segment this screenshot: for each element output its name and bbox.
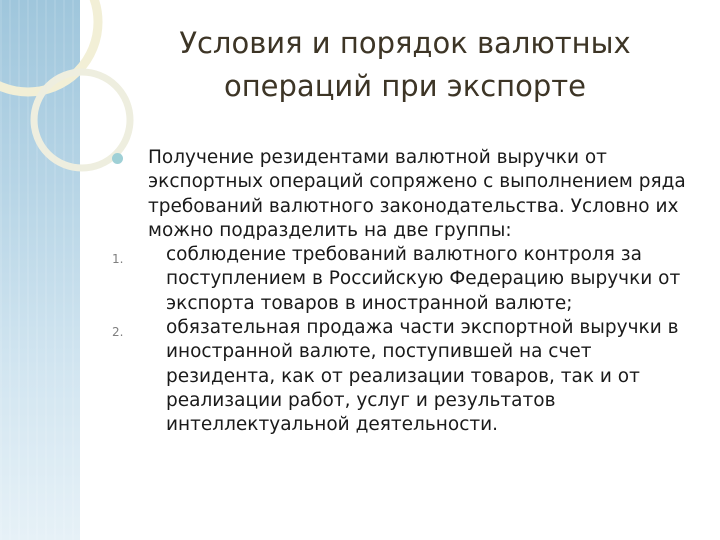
slide-content	[112, 146, 702, 438]
large-ring-icon	[0, 0, 98, 92]
title-line-2: операций при экспорте	[223, 69, 587, 103]
item-text: соблюдение требований валютного контроля за поступлением в Российскую Федерацию выручки от экспорта товаров в иностранной валюте;	[166, 244, 681, 314]
bullet-dot-icon	[112, 153, 123, 164]
bullet-item	[112, 146, 702, 243]
numbered-item-1	[112, 243, 702, 316]
slide-title	[120, 22, 690, 108]
item-text: обязательная продажа части экспортной выручки в иностранной валюте, поступившей на счет резидента, как от реализации товаров, так и от реализации работ, услуг и результатов интеллектуальной деятельности.	[166, 317, 679, 436]
item-number: 1.	[112, 252, 124, 267]
numbered-item-2	[112, 316, 702, 437]
item-number: 2.	[112, 325, 124, 340]
title-line-1: Условия и порядок валютных	[179, 26, 631, 60]
bullet-text: Получение резидентами валютной выручки от экспортных операций сопряжено с выполнением ряда требований валютного законодательства. Условно их можно подразделить на две группы:	[148, 147, 686, 241]
